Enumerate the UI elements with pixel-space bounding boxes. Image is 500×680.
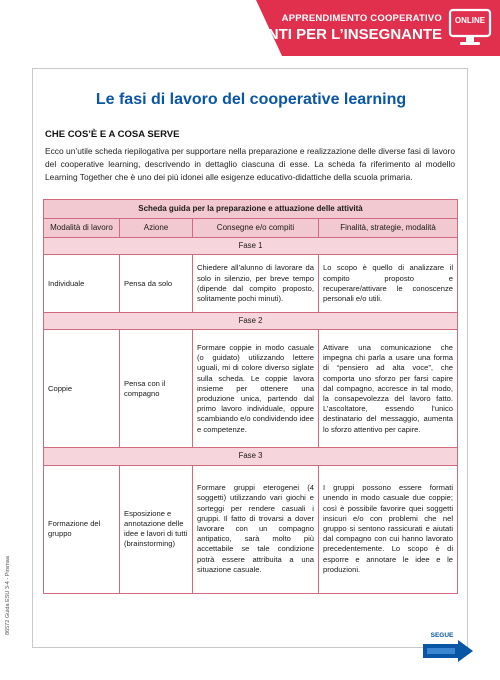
finalita-cell: Lo scopo è quello di analizzare il compito proposto e recuperare/attivare le conoscenze personali e/o utili. bbox=[319, 255, 458, 313]
azione-cell: Pensa con il compagno bbox=[120, 330, 193, 448]
continue-link[interactable] bbox=[422, 632, 474, 662]
azione-cell: Pensa da solo bbox=[120, 255, 193, 313]
modalita-cell: Formazione del gruppo bbox=[44, 465, 120, 593]
table-row bbox=[44, 465, 458, 593]
intro-paragraph: Ecco un’utile scheda riepilogativa per supportare nella preparazione e realizzazione delle diverse fasi di lavoro del cooperative learning, descrivendo in dettaglio ciascuna di esse. La scheda fa riferimento al modello Learning Together che è uno dei più idonei alle esigenze educativo-didattiche della scuola primaria. bbox=[45, 146, 455, 182]
azione-cell: Esposizione e annotazione delle idee e lavori di tutti (brainstorming) bbox=[120, 465, 193, 593]
finalita-cell: Attivare una comunicazione che impegna chi parla a usare una forma di “pensiero ad alta voce”, che comporta uno sforzo per farsi capire dal compagno, accresce in tal modo, la consapevolezza del lavoro fatto. L’ascoltatore, essendo l’unico destinatario del messaggio, aumenta lo sforzo attentivo per capire. bbox=[319, 330, 458, 448]
column-header: Azione bbox=[120, 219, 193, 238]
header-kicker: APPRENDIMENTO COOPERATIVO bbox=[281, 13, 442, 24]
header-title: STRUMENTI PER L’INSEGNANTE bbox=[204, 26, 442, 43]
arrow-right-icon bbox=[422, 640, 474, 662]
modalita-cell: Coppie bbox=[44, 330, 120, 448]
monitor-icon bbox=[448, 8, 492, 48]
guide-table bbox=[43, 199, 458, 594]
table-caption: Scheda guida per la preparazione e attuazione delle attività bbox=[44, 200, 458, 219]
phase-label: Fase 1 bbox=[44, 238, 458, 255]
page-title: Le fasi di lavoro del cooperative learning bbox=[95, 91, 407, 108]
column-header: Modalità di lavoro bbox=[44, 219, 120, 238]
consegne-cell: Formare coppie in modo casuale (o guidato) utilizzando lettere uguali, mi di colore diverso siglate sulla scheda. Le coppie lavora insieme per ottenere una produzione unica, partendo dal primo lavoro individuale, oppure scambiando e/o condividendo idee e competenze. bbox=[193, 330, 319, 448]
modalita-cell: Individuale bbox=[44, 255, 120, 313]
side-code-text: 86572 Guida ESU 3-4 - Pirsmaa bbox=[5, 556, 11, 635]
consegne-cell: Formare gruppi eterogenei (4 soggetti) utilizzando vari giochi e sorteggi per rendere casuali i gruppi. Il fatto di trovarsi a dover lavorare con un compagno antipatico, sarà molto più accettabile se tale condizione potrà essere attribuita a una situazione casuale. bbox=[193, 465, 319, 593]
online-badge[interactable] bbox=[448, 8, 492, 48]
column-header: Consegne e/o compiti bbox=[193, 219, 319, 238]
side-code bbox=[0, 520, 12, 640]
page-header bbox=[0, 0, 500, 56]
online-label: ONLINE bbox=[454, 16, 486, 25]
segue-label: SEGUE bbox=[430, 632, 454, 639]
content-frame bbox=[32, 68, 468, 648]
phase-label: Fase 2 bbox=[44, 313, 458, 330]
finalita-cell: I gruppi possono essere formati unendo in modo casuale due coppie; così è possibile favorire quei soggetti insicuri e/o con problemi che nel gruppo si sentono rassicurati e aiutati dal compagno con cui hanno lavorato precedentemente. Lo scopo è di esporre e annotare le idee e le produzioni. bbox=[319, 465, 458, 593]
column-header: Finalità, strategie, modalità bbox=[319, 219, 458, 238]
table-row bbox=[44, 255, 458, 313]
table-row bbox=[44, 330, 458, 448]
section-heading: CHE COS’È E A COSA SERVE bbox=[45, 129, 180, 140]
consegne-cell: Chiedere all’alunno di lavorare da solo in silenzio, per breve tempo (dipende dal compito proposto, solitamente pochi minuti). bbox=[193, 255, 319, 313]
phase-label: Fase 3 bbox=[44, 448, 458, 465]
header-band bbox=[204, 0, 500, 56]
